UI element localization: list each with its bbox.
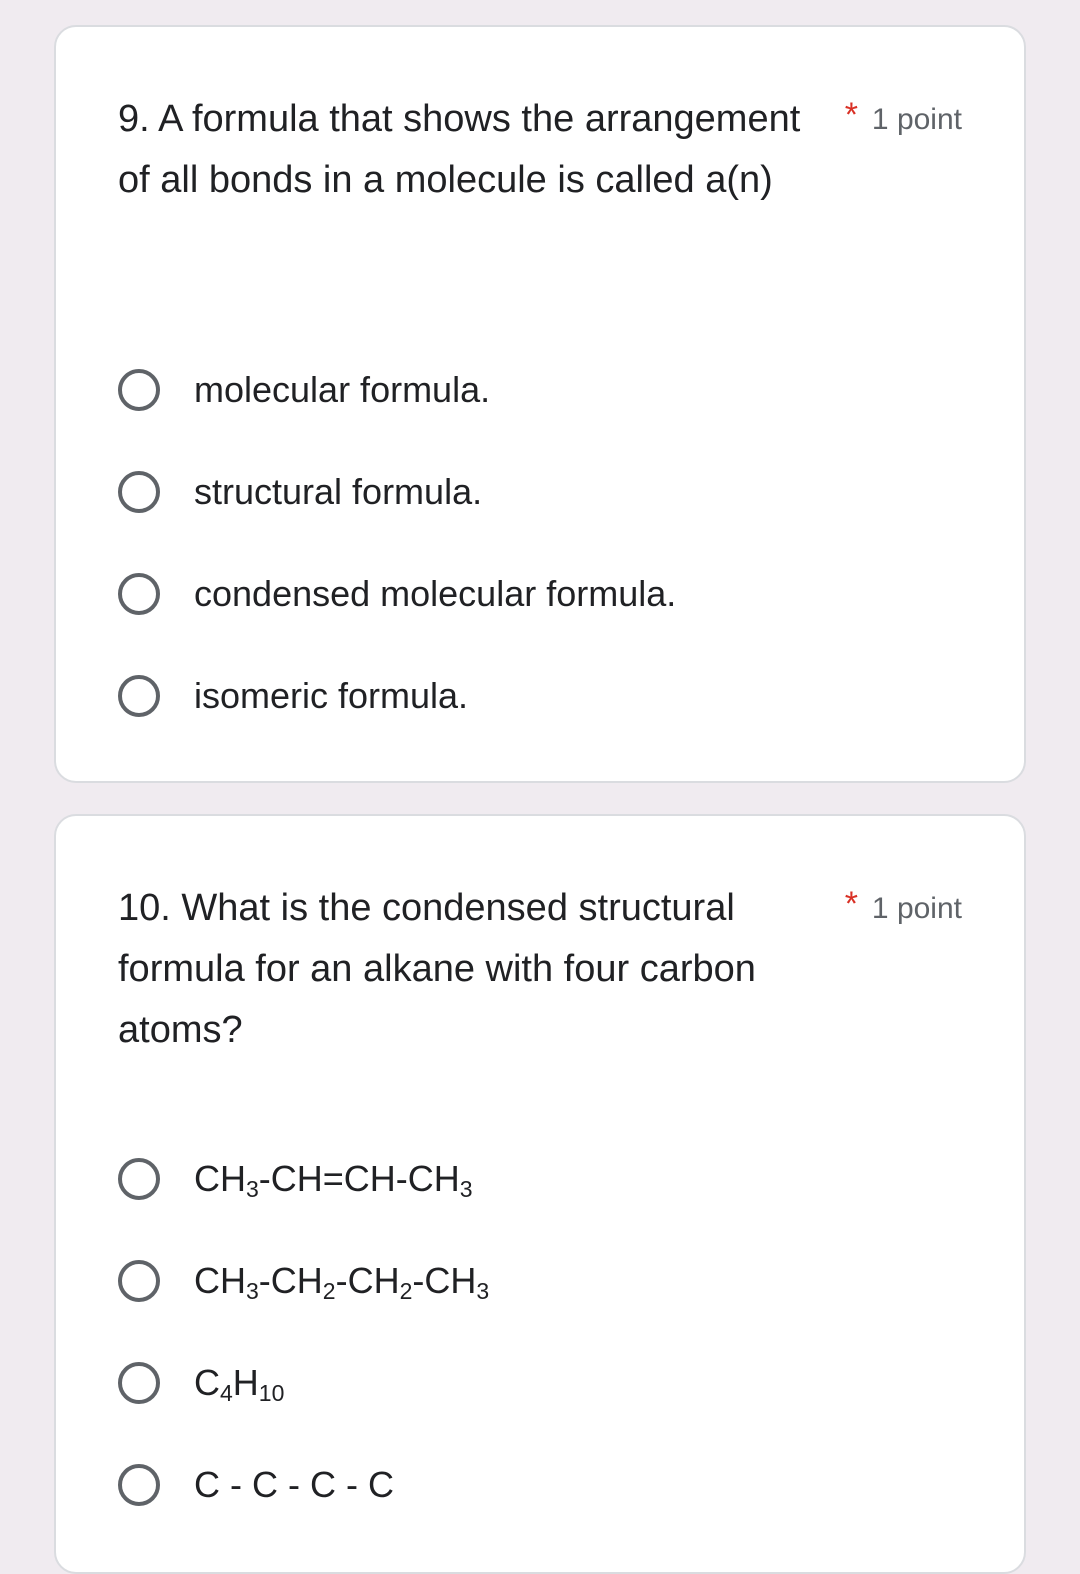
option-label: condensed molecular formula. [194,573,677,614]
option-butene-formula[interactable] [118,1128,962,1230]
formula-text: -CH [412,1260,477,1301]
option-molecular-c4h10[interactable] [118,1332,962,1434]
formula-text: -CH=CH-CH [258,1158,460,1199]
radio-button[interactable] [118,471,160,513]
question-card-9 [54,25,1026,783]
points-indicator [845,878,962,939]
radio-button[interactable] [118,1464,160,1506]
option-structural-formula[interactable] [118,441,962,543]
option-butane-condensed-formula[interactable] [118,1230,962,1332]
radio-button[interactable] [118,1362,160,1404]
option-formula: CH $_3$ -CH=CH-CH $_3$ [194,1158,473,1202]
radio-button[interactable] [118,675,160,717]
required-asterisk: * [844,96,858,134]
option-label: molecular formula. [194,369,491,410]
points-label: 1 point [871,891,962,925]
question-title: 9. A formula that shows the arrangement of all bonds in a molecule is called a(n) [118,98,801,201]
option-carbon-chain[interactable] [118,1434,962,1536]
question-card-10 [54,814,1026,1574]
points-label: 1 point [871,102,962,136]
formula-text: C - C - C - C [194,1464,394,1505]
option-condensed-molecular-formula[interactable] [118,543,962,645]
option-formula: C $_4$ H $_{10}$ [194,1362,285,1406]
options-list [118,339,962,747]
radio-button[interactable] [118,369,160,411]
option-label: structural formula. [194,471,483,512]
formula-text: -CH [335,1260,400,1301]
option-formula: CH $_3$ -CH $_2$ -CH $_2$ -CH $_3$ [194,1260,490,1304]
radio-button[interactable] [118,1260,160,1302]
formula-text: -CH [258,1260,323,1301]
formula-text: CH [194,1158,246,1199]
formula-text: CH [194,1260,246,1301]
formula-text: H [232,1362,259,1403]
radio-button[interactable] [118,573,160,615]
option-isomeric-formula[interactable] [118,645,962,747]
question-title: 10. What is the condensed structural formula for an alkane with four carbon atoms? [118,887,756,1051]
radio-button[interactable] [118,1158,160,1200]
formula-text: C [194,1362,220,1403]
options-list [118,1128,962,1536]
option-molecular-formula[interactable] [118,339,962,441]
points-indicator [845,89,962,150]
required-asterisk: * [844,885,858,923]
option-formula [194,1464,394,1506]
option-label: isomeric formula. [194,675,469,716]
